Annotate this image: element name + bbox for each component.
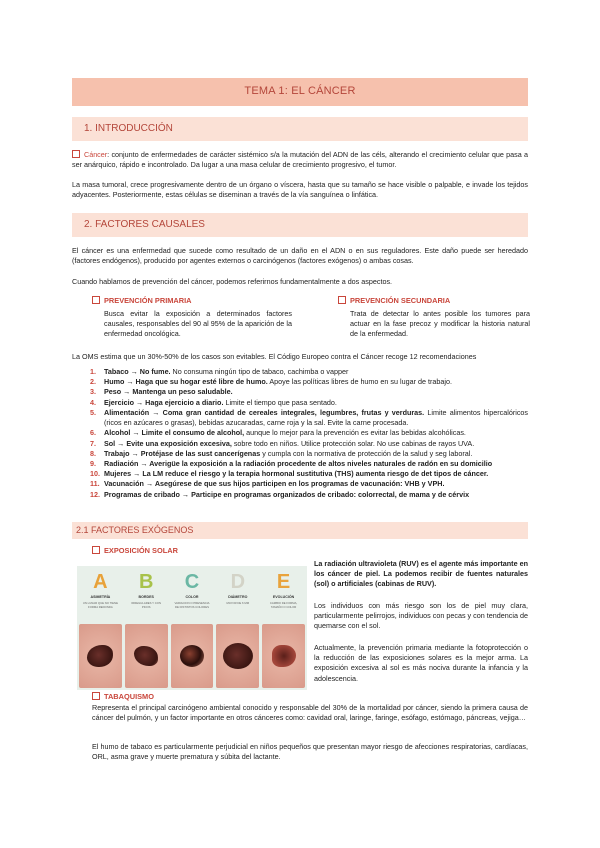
tabaquismo-heading	[92, 692, 154, 703]
recommendation-item	[72, 377, 528, 387]
recommendation-lead: Peso → Mantenga un peso saludable.	[104, 387, 233, 397]
recommendation-text: y cumpla con la normativa de protección de la salud y seg laboral.	[260, 448, 473, 458]
recommendation-item	[72, 469, 528, 479]
exposicion-solar-heading	[92, 546, 178, 557]
mole-icon	[134, 646, 158, 666]
abcde-word: COLOR	[185, 595, 199, 599]
skin-lesion-image	[125, 624, 168, 688]
recommendation-lead: Sol → Evite una exposición excesiva,	[104, 438, 232, 448]
exposicion-solar-title: EXPOSICIÓN SOLAR	[104, 546, 178, 555]
solar-emphasis-2: La podemos recibir de fuentes naturales (sol) o artificiales (cabinas de RUV).	[314, 569, 528, 589]
recommendation-lead: Radiación → Averigüe la exposición a la radiación procedente de altos niveles naturales de radón en su domicilio	[104, 458, 493, 468]
abcde-cell	[125, 568, 168, 688]
abcde-word: BORDES	[138, 595, 154, 599]
mole-icon	[180, 645, 204, 667]
abcde-description: MAYOR DE 6 MM	[226, 602, 250, 606]
section-heading-factores	[72, 213, 528, 237]
solar-paragraph-2: Los individuos con más riesgo son los de piel muy clara, particularmente pelirrojos, individuos con pecas y con tendencia de quemarse con el sol.	[314, 601, 528, 631]
checkbox-bullet-icon	[338, 296, 346, 304]
subsection-heading-exogenos	[72, 522, 528, 539]
abcde-letter: E	[276, 571, 291, 593]
abcde-letter: D	[230, 571, 246, 593]
prevencion-primaria-text: Busca evitar la exposición a determinados factores causales, responsables del 90 al 95% de la aparición de la enfermedad oncológica.	[104, 308, 292, 338]
prevencion-primaria	[92, 296, 292, 339]
abcde-description: VARIACIÓN O PRESENCIA DE DISTINTOS COLORES	[174, 602, 210, 610]
solar-paragraph-1	[314, 559, 528, 590]
factores-paragraph-1: El cáncer es una enfermedad que sucede como resultado de un daño en el ADN o en sus reguladores. Este daño puede ser heredado (factores endógenos), producido por agentes externos o carcinógenos (factores exógenos) o ambas cosas.	[72, 246, 528, 266]
recommendation-number: 6.	[90, 428, 96, 438]
title-banner	[72, 78, 528, 106]
term-cancer: Cáncer	[84, 150, 108, 159]
recommendation-item	[72, 439, 528, 449]
recommendation-item	[72, 490, 528, 500]
oms-paragraph: La OMS estima que un 30%-50% de los casos son evitables. El Código Europeo contra el Cáncer recoge 12 recomendaciones	[72, 352, 477, 361]
mole-icon	[87, 645, 113, 667]
mole-icon	[272, 645, 296, 667]
section-heading-text: 2. FACTORES CAUSALES	[84, 218, 205, 230]
solar-paragraph-3: Actualmente, la prevención primaria mediante la fotoprotección o la reducción de las exposiciones solares es la mejor arma. La exposición excesiva al sol es más nociva durante la infancia y la adolescencia.	[314, 643, 528, 683]
skin-lesion-image	[171, 624, 214, 688]
recommendation-number: 3.	[90, 387, 96, 397]
checkbox-bullet-icon	[92, 546, 100, 554]
abcde-melanoma-illustration	[77, 566, 307, 690]
prevencion-secundaria	[338, 296, 530, 339]
intro-paragraph-1	[72, 150, 528, 170]
tabaquismo-paragraph-2: El humo de tabaco es particularmente perjudicial en niños pequeños que presentan mayor riesgo de afecciones respiratorias, cardíacas, ORL, asma grave y muerte prematura y súbita del lactante.	[92, 742, 528, 762]
recommendation-item	[72, 479, 528, 489]
recommendation-lead: Humo → Haga que su hogar esté libre de humo.	[104, 377, 268, 387]
tabaquismo-paragraph-1: Representa el principal carcinógeno ambiental conocido y responsable del 30% de la mortalidad por cáncer, siendo la primera causa de cáncer del pulmón, y un factor importante en otros cánceres como: cavidad oral, laringe, faringe, esófago, estómago, páncreas, vejiga…	[92, 703, 528, 723]
abcde-cell	[216, 568, 259, 688]
recommendations-list	[72, 367, 528, 500]
abcde-letter: C	[184, 571, 200, 593]
checkbox-bullet-icon	[92, 692, 100, 700]
solar-emphasis: La radiación ultravioleta (RUV) es el agente más importante en los cáncer de piel.	[314, 559, 528, 579]
abcde-cell	[262, 568, 305, 688]
abcde-description: IRREGULARES Y CON PICOS	[131, 602, 161, 610]
factores-paragraph-2: Cuando hablamos de prevención del cáncer, podemos referirnos fundamentalmente a dos aspectos.	[72, 277, 393, 286]
recommendation-lead: Tabaco → No fume.	[104, 367, 171, 376]
recommendation-lead: Programas de cribado → Participe en programas organizados de cribado: colorrectal, de mama y de cérvix	[104, 489, 470, 499]
abcde-letter: B	[138, 571, 154, 593]
mole-icon	[223, 643, 253, 669]
recommendation-lead: Trabajo → Protéjase de las sust cancerígenas	[104, 448, 261, 458]
recommendation-text: sobre todo en niños. Utilice protección solar. No use cabinas de rayos UVA.	[231, 438, 475, 448]
recommendation-number: 2.	[90, 377, 96, 387]
recommendation-number: 1.	[90, 367, 96, 376]
recommendation-number: 11.	[90, 479, 100, 489]
abcde-word: ASIMETRÍA	[90, 595, 111, 599]
prevencion-secundaria-title: PREVENCIÓN SECUNDARIA	[350, 296, 451, 305]
abcde-word: DIÁMETRO	[228, 595, 248, 599]
abcde-description: CAMBIO DE FORMA, TAMAÑO O COLOR	[269, 602, 298, 610]
section-heading-text: 1. INTRODUCCIÓN	[84, 122, 173, 134]
recommendation-text: Limite el tiempo que pasa sentado.	[223, 397, 337, 407]
tabaquismo-title: TABAQUISMO	[104, 692, 154, 701]
recommendation-number: 8.	[90, 448, 96, 458]
recommendation-text: Apoye las políticas libres de humo en su lugar de trabajo.	[267, 377, 452, 387]
recommendation-text: No consuma ningún tipo de tabaco, cachimba o vapper	[170, 367, 349, 376]
abcde-cell	[79, 568, 122, 688]
abcde-cell	[171, 568, 214, 688]
recommendation-item	[72, 428, 528, 438]
recommendation-lead: Mujeres → La LM reduce el riesgo y la terapia hormonal sustitutiva (THS) aumenta riesgo de det tipos de cáncer.	[104, 469, 489, 479]
recommendation-text: aunque lo mejor para la prevención es evitar las bebidas alcohólicas.	[244, 428, 466, 438]
recommendation-lead: Vacunación → Asegúrese de que sus hijos participen en los programas de vacunación: VHB y VPH.	[104, 479, 445, 489]
recommendation-lead: Alimentación → Coma gran cantidad de cereales integrales, legumbres, frutas y verduras.	[104, 407, 425, 417]
skin-lesion-image	[79, 624, 122, 688]
checkbox-bullet-icon	[92, 296, 100, 304]
intro-text-1: : conjunto de enfermedades de carácter sistémico s/a la mutación del ADN de las céls, alterando el crecimiento celular que pasa a ser anárquico, rápido e incontrolado. Da lugar a una masa celular de crecimiento progresivo, el tumor.	[72, 150, 528, 170]
abcde-word: EVOLUCIÓN	[272, 595, 295, 599]
section-heading-introduccion	[72, 117, 528, 141]
skin-lesion-image	[262, 624, 305, 688]
prevencion-primaria-title: PREVENCIÓN PRIMARIA	[104, 296, 192, 305]
subsection-heading-text: 2.1 FACTORES EXÓGENOS	[76, 525, 194, 536]
page-title: TEMA 1: EL CÁNCER	[244, 85, 356, 98]
recommendation-lead: Alcohol → Limite el consumo de alcohol,	[104, 428, 245, 438]
recommendation-item	[72, 459, 528, 469]
recommendation-text: Limite alimentos hipercalóricos (ricos en azúcares o grasas), bebidas azucaradas, carne roja y la sal. Evite la carne procesada.	[104, 407, 529, 428]
skin-lesion-image	[216, 624, 259, 688]
recommendation-item	[72, 387, 528, 397]
recommendation-item	[72, 367, 528, 377]
recommendation-item	[72, 449, 528, 459]
recommendation-number: 10.	[90, 469, 100, 479]
recommendation-number: 9.	[90, 458, 96, 468]
abcde-letter: A	[93, 571, 108, 593]
recommendation-number: 7.	[90, 438, 96, 448]
recommendation-item	[72, 398, 528, 408]
recommendation-item	[72, 408, 528, 428]
recommendation-number: 4.	[90, 397, 96, 407]
intro-paragraph-2: La masa tumoral, crece progresivamente dentro de un órgano o víscera, hasta que su tamaño se hace visible o palpable, e invade los tejidos adyacentes. Posteriormente, estas células se diseminan a través de la vía sanguínea o linfática.	[72, 180, 528, 200]
checkbox-bullet-icon	[72, 150, 80, 158]
abcde-description: UN LUNAR QUE NO TIENE FORMA REDONDA	[82, 602, 118, 610]
recommendation-number: 5.	[90, 407, 96, 417]
recommendation-number: 12.	[90, 489, 100, 499]
recommendation-lead: Ejercicio → Haga ejercicio a diario.	[104, 397, 224, 407]
prevencion-secundaria-text: Trata de detectar lo antes posible los tumores para actuar en la fase precoz y modificar la historia natural de la enfermedad.	[350, 308, 530, 338]
